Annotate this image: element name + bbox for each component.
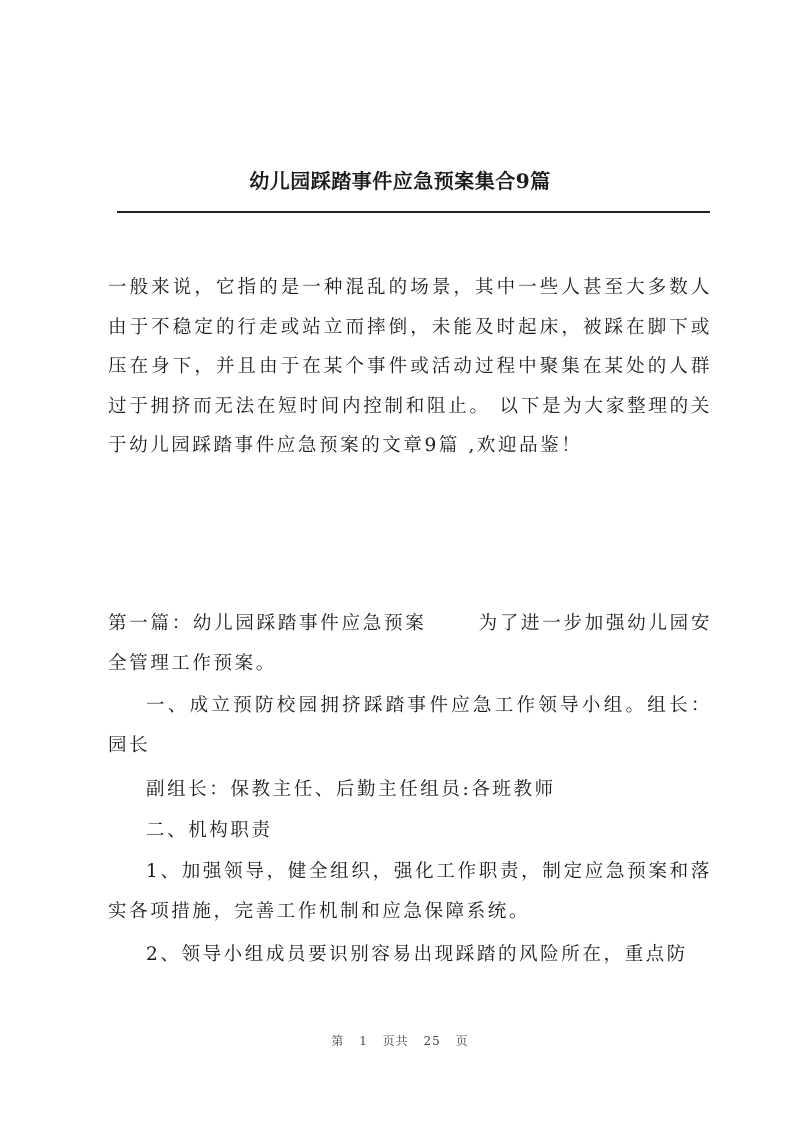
footer-page-suffix: 页 — [455, 1034, 469, 1048]
section-first-paragraph — [108, 604, 712, 683]
footer-page-mid: 页共 — [382, 1034, 409, 1048]
title-divider — [117, 211, 710, 213]
footer-page-label: 第 — [331, 1034, 345, 1048]
footer-total-pages: 25 — [423, 1034, 441, 1048]
paragraph-duty-1: 1、加强领导，健全组织，强化工作职责，制定应急预案和落实各项措施，完善工作机制和应急保障系统。 — [108, 861, 712, 922]
page-footer — [0, 1032, 800, 1049]
document-title: 幼儿园踩踏事件应急预案集合9篇 — [249, 169, 551, 193]
paragraph-leadership-group: 一、成立预防校园拥挤踩踏事件应急工作领导小组。组长：园长 — [108, 695, 712, 756]
paragraph-duties-heading: 二、机构职责 — [146, 820, 273, 841]
paragraph-duty-2: 2、领导小组成员要识别容易出现踩踏的风险所在，重点防 — [146, 944, 688, 965]
section-heading: 第一篇：幼儿园踩踏事件应急预案 — [108, 613, 427, 634]
paragraph-deputy-leader: 副组长：保教主任、后勤主任组员:各班教师 — [146, 779, 556, 800]
footer-page-number: 1 — [359, 1034, 368, 1048]
intro-paragraph: 一般来说，它指的是一种混乱的场景，其中一些人甚至大多数人由于不稳定的行走或站立而摔倒，未能及时起床，被踩在脚下或压在身下，并且由于在某个事件或活动过程中聚集在某处的人群过于拥挤而无法在短时间内控制和阻止。 以下是为大家整理的关于幼儿园踩踏事件应急预案的文章9篇 ,欢迎品鉴！ — [108, 277, 712, 456]
section-lead: 为了进一步加强幼儿园安全管理工作预案。 — [108, 613, 712, 674]
